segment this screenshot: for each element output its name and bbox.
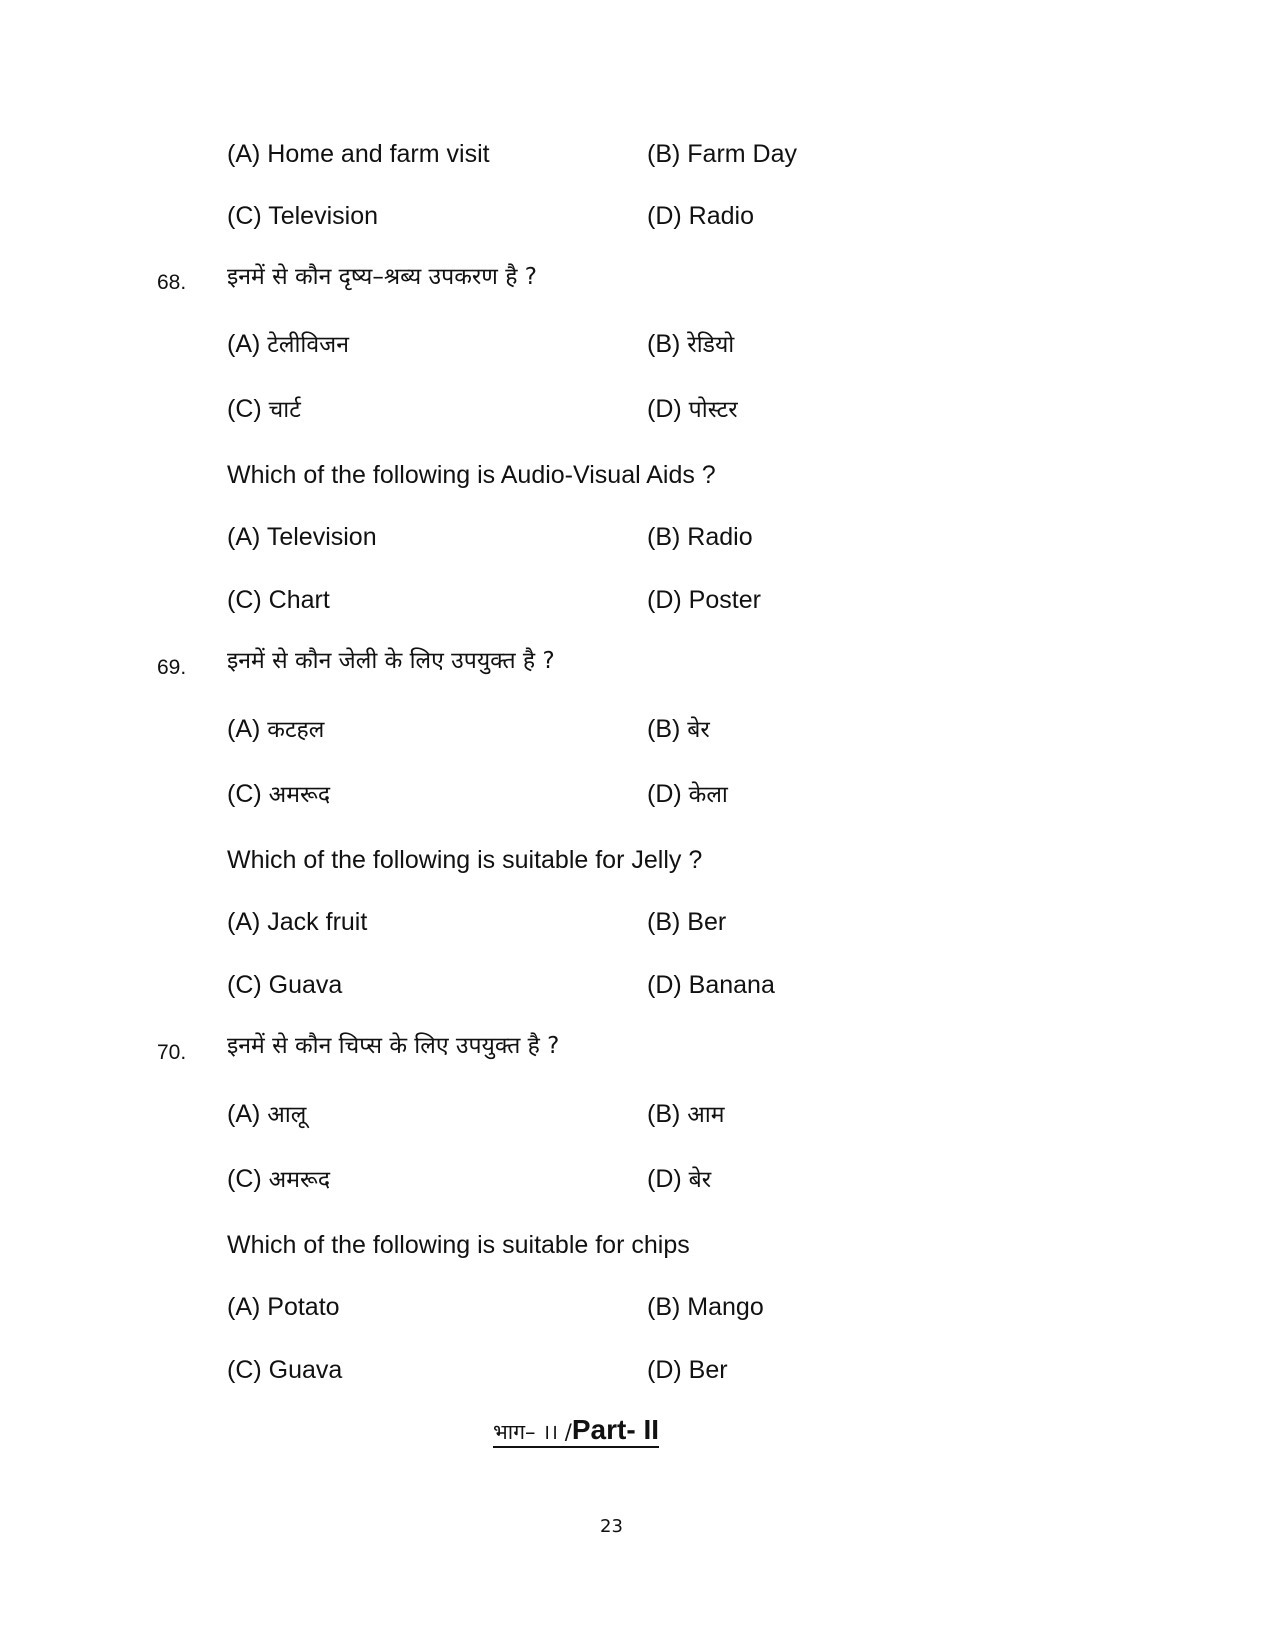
hindi-option-a [227, 1102, 306, 1127]
part-heading-english: Part- II [571, 1414, 660, 1445]
hindi-option-c [227, 782, 330, 807]
option-text: Guava [268, 971, 343, 999]
option-text: बेर [688, 1167, 712, 1193]
hindi-option-b [647, 1102, 725, 1127]
option-text: Ber [688, 1356, 728, 1384]
hindi-option-b [647, 332, 734, 357]
hindi-question: इनमें से कौन चिप्स के लिए उपयुक्त है ? [227, 1033, 560, 1059]
option-label: (D) [647, 586, 682, 614]
hindi-option-b [647, 717, 710, 742]
option-text: केला [688, 782, 728, 808]
english-option-d [647, 588, 761, 613]
english-option-d [647, 1358, 728, 1383]
option-label: (D) [647, 1356, 682, 1384]
option-text: Television [268, 202, 378, 230]
option-label: (B) [647, 1100, 681, 1128]
english-option-c [227, 1358, 342, 1383]
english-option-a [227, 1295, 340, 1320]
option-text: कटहल [267, 717, 325, 743]
option-label: (C) [227, 1356, 262, 1384]
question-number: 69. [157, 656, 187, 679]
option-label: (A) [227, 1100, 261, 1128]
option-text: Chart [268, 586, 330, 614]
option-text: Ber [687, 908, 727, 936]
option-label: (D) [647, 1165, 682, 1193]
english-option-a [227, 525, 377, 550]
english-question: Which of the following is suitable for Jelly ? [227, 846, 703, 874]
option-label: (C) [227, 395, 262, 423]
hindi-option-d [647, 1167, 711, 1192]
hindi-option-a [227, 332, 349, 357]
english-option-b [647, 525, 753, 550]
option-label: (C) [227, 586, 262, 614]
option-label: (D) [647, 780, 682, 808]
question-number: 68. [157, 271, 187, 294]
option-text: पोस्टर [688, 397, 738, 423]
option-label: (A) [227, 330, 261, 358]
hindi-option-c [227, 1167, 330, 1192]
english-option-c [227, 588, 330, 613]
english-option-d [647, 973, 775, 998]
option-text: अमरूद [268, 1167, 331, 1193]
page-number: 23 [600, 1516, 623, 1537]
option-text: Poster [688, 586, 761, 614]
english-option-a [227, 910, 367, 935]
hindi-option-d [647, 782, 728, 807]
option-label: (A) [227, 523, 261, 551]
hindi-option-c [227, 397, 301, 422]
option-a [227, 142, 490, 167]
option-b [647, 142, 797, 167]
option-text: आलू [267, 1102, 307, 1128]
english-option-c [227, 973, 342, 998]
option-text: अमरूद [268, 782, 331, 808]
option-text: Home and farm visit [267, 140, 490, 168]
part-heading [493, 1416, 659, 1448]
option-label: (C) [227, 202, 262, 230]
option-text: Banana [688, 971, 775, 999]
option-label: (B) [647, 140, 681, 168]
option-label: (B) [647, 908, 681, 936]
option-label: (C) [227, 780, 262, 808]
option-c [227, 204, 378, 229]
option-label: (B) [647, 1293, 681, 1321]
option-text: चार्ट [268, 397, 301, 423]
option-label: (A) [227, 1293, 261, 1321]
option-label: (D) [647, 395, 682, 423]
option-text: Radio [687, 523, 753, 551]
option-label: (D) [647, 202, 682, 230]
option-label: (A) [227, 140, 261, 168]
option-text: Potato [267, 1293, 340, 1321]
option-text: Farm Day [687, 140, 798, 168]
hindi-option-a [227, 717, 324, 742]
option-text: आम [687, 1102, 725, 1128]
option-label: (B) [647, 523, 681, 551]
option-text: Radio [688, 202, 754, 230]
part-heading-hindi: भाग– ।। / [493, 1420, 572, 1444]
english-option-b [647, 1295, 764, 1320]
option-text: बेर [687, 717, 710, 743]
question-number: 70. [157, 1041, 187, 1064]
option-label: (A) [227, 908, 261, 936]
option-text: टेलीविजन [267, 332, 350, 358]
english-question: Which of the following is suitable for chips [227, 1231, 690, 1259]
hindi-option-d [647, 397, 738, 422]
english-option-b [647, 910, 726, 935]
hindi-question: इनमें से कौन जेली के लिए उपयुक्त है ? [227, 648, 555, 674]
option-label: (B) [647, 715, 681, 743]
option-label: (C) [227, 971, 262, 999]
option-label: (D) [647, 971, 682, 999]
option-text: Jack fruit [267, 908, 368, 936]
option-label: (B) [647, 330, 681, 358]
option-text: रेडियो [687, 332, 735, 358]
option-text: Mango [687, 1293, 764, 1321]
english-question: Which of the following is Audio-Visual Aids ? [227, 461, 716, 489]
option-text: Guava [268, 1356, 343, 1384]
option-d [647, 204, 754, 229]
option-label: (C) [227, 1165, 262, 1193]
option-label: (A) [227, 715, 261, 743]
hindi-question: इनमें से कौन दृष्य–श्रब्य उपकरण है ? [227, 264, 537, 290]
option-text: Television [266, 523, 377, 551]
